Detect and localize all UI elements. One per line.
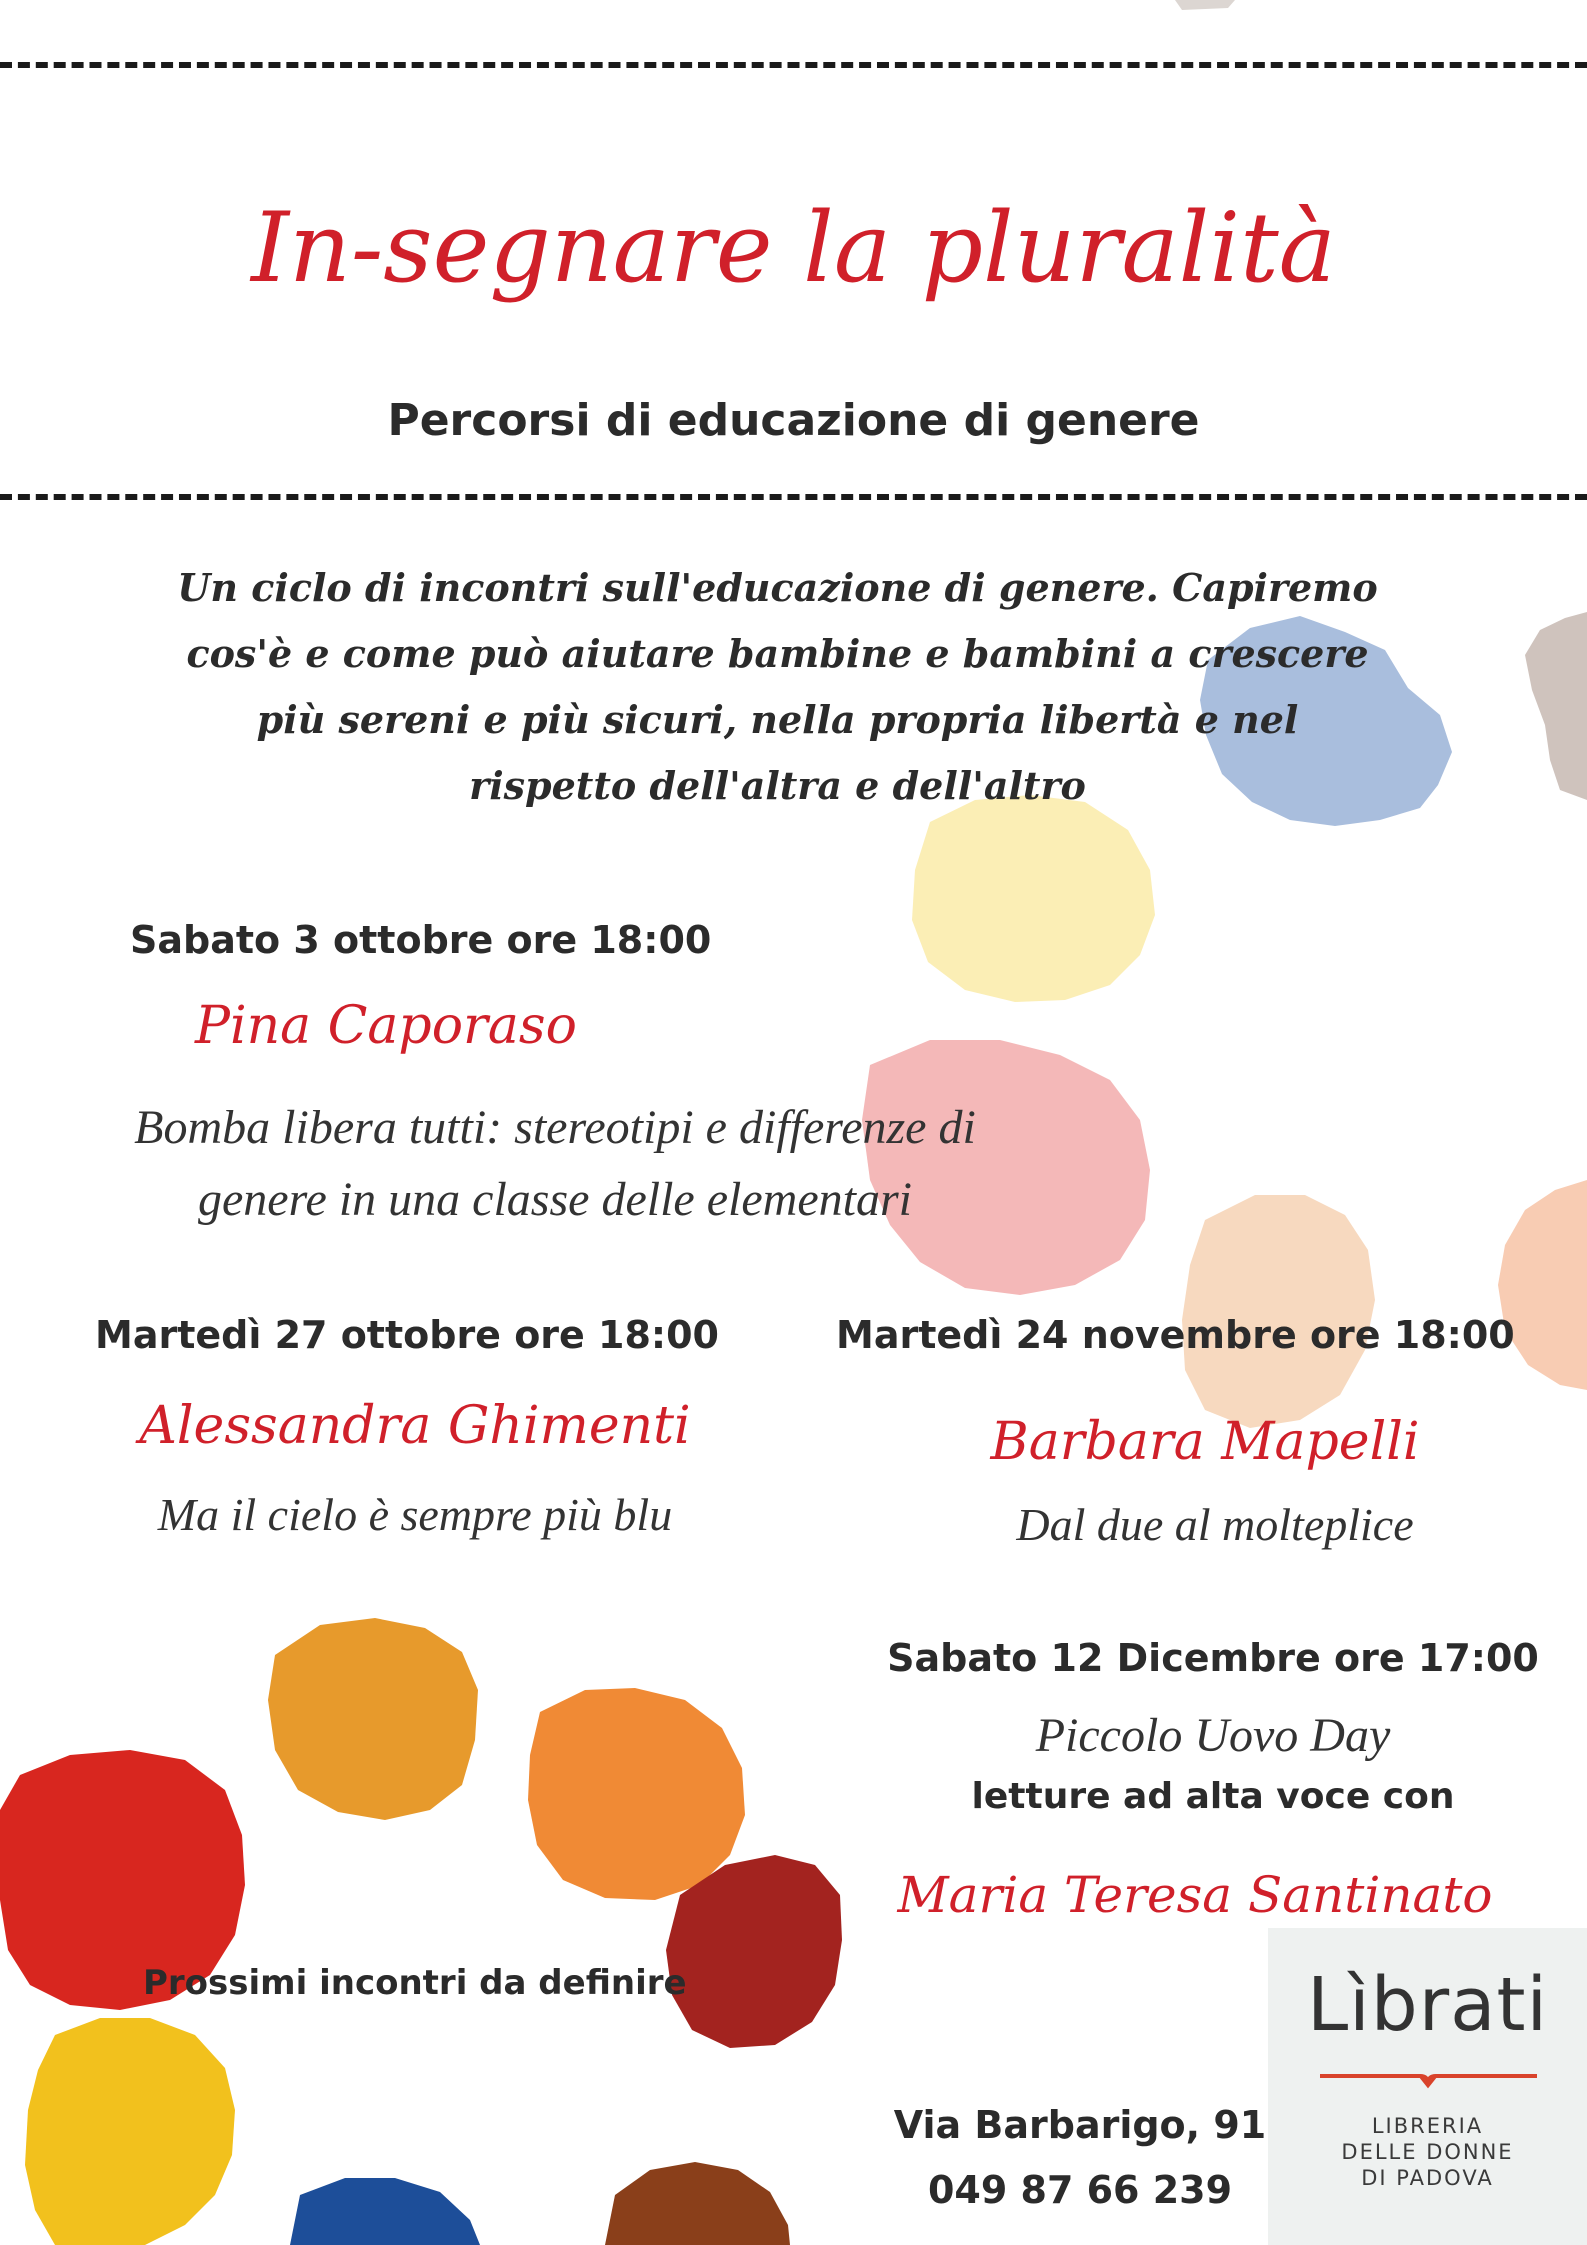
intro-line: più sereni e più sicuri, nella propria libertà e nel bbox=[256, 697, 1299, 742]
blob-brown bbox=[605, 2162, 790, 2245]
event-4-detail: letture ad alta voce con bbox=[971, 1776, 1455, 1817]
open-book-icon bbox=[1316, 2066, 1541, 2090]
intro-line: rispetto dell'altra e dell'altro bbox=[469, 763, 1086, 808]
event-1-topic-line: Bomba libera tutti: stereotipi e differenze di bbox=[134, 1101, 976, 1154]
dashed-divider-top bbox=[0, 62, 1587, 68]
logo-tagline bbox=[1268, 2113, 1587, 2191]
logo-tagline-line: DELLE DONNE bbox=[1341, 2140, 1514, 2164]
intro-text bbox=[0, 555, 1555, 819]
logo-tagline-line: LIBRERIA bbox=[1371, 2114, 1484, 2138]
logo-tagline-line: DI PADOVA bbox=[1361, 2166, 1494, 2190]
next-events-note: Prossimi incontri da definire bbox=[143, 1963, 687, 2003]
page-subtitle: Percorsi di educazione di genere bbox=[387, 395, 1200, 446]
event-2-topic: Ma il cielo è sempre più blu bbox=[157, 1489, 673, 1540]
event-3-date: Martedì 24 novembre ore 18:00 bbox=[836, 1313, 1515, 1357]
event-4-speaker: Maria Teresa Santinato bbox=[897, 1866, 1493, 1924]
event-1-topic-line: genere in una classe delle elementari bbox=[198, 1173, 912, 1226]
dashed-divider-middle bbox=[0, 494, 1587, 500]
event-1-speaker: Pina Caporaso bbox=[195, 996, 577, 1056]
librati-logo bbox=[1268, 1928, 1587, 2245]
event-3-speaker: Barbara Mapelli bbox=[990, 1412, 1420, 1472]
event-2-date: Martedì 27 ottobre ore 18:00 bbox=[95, 1313, 719, 1357]
event-4-topic: Piccolo Uovo Day bbox=[1035, 1709, 1391, 1762]
blob-orange bbox=[268, 1618, 478, 1820]
blob-top-mark bbox=[1175, 0, 1235, 10]
event-1-topic bbox=[0, 1092, 1110, 1236]
event-3-topic: Dal due al molteplice bbox=[1016, 1499, 1414, 1550]
event-1-date: Sabato 3 ottobre ore 18:00 bbox=[130, 918, 712, 962]
blob-pale-yellow bbox=[912, 795, 1155, 1002]
event-4-date: Sabato 12 Dicembre ore 17:00 bbox=[887, 1636, 1539, 1680]
logo-name: Lìbrati bbox=[1306, 1962, 1549, 2048]
blob-gold bbox=[25, 2018, 235, 2245]
phone-number: 049 87 66 239 bbox=[927, 2168, 1233, 2212]
address: Via Barbarigo, 91 bbox=[893, 2103, 1267, 2147]
blob-navy bbox=[290, 2178, 480, 2245]
intro-line: cos'è e come può aiutare bambine e bambini a crescere bbox=[186, 631, 1369, 676]
event-2-speaker: Alessandra Ghimenti bbox=[139, 1396, 691, 1456]
intro-line: Un ciclo di incontri sull'educazione di genere. Capiremo bbox=[177, 565, 1378, 610]
page-title: In-segnare la pluralità bbox=[251, 192, 1336, 304]
blob-orange-light bbox=[528, 1688, 745, 1900]
